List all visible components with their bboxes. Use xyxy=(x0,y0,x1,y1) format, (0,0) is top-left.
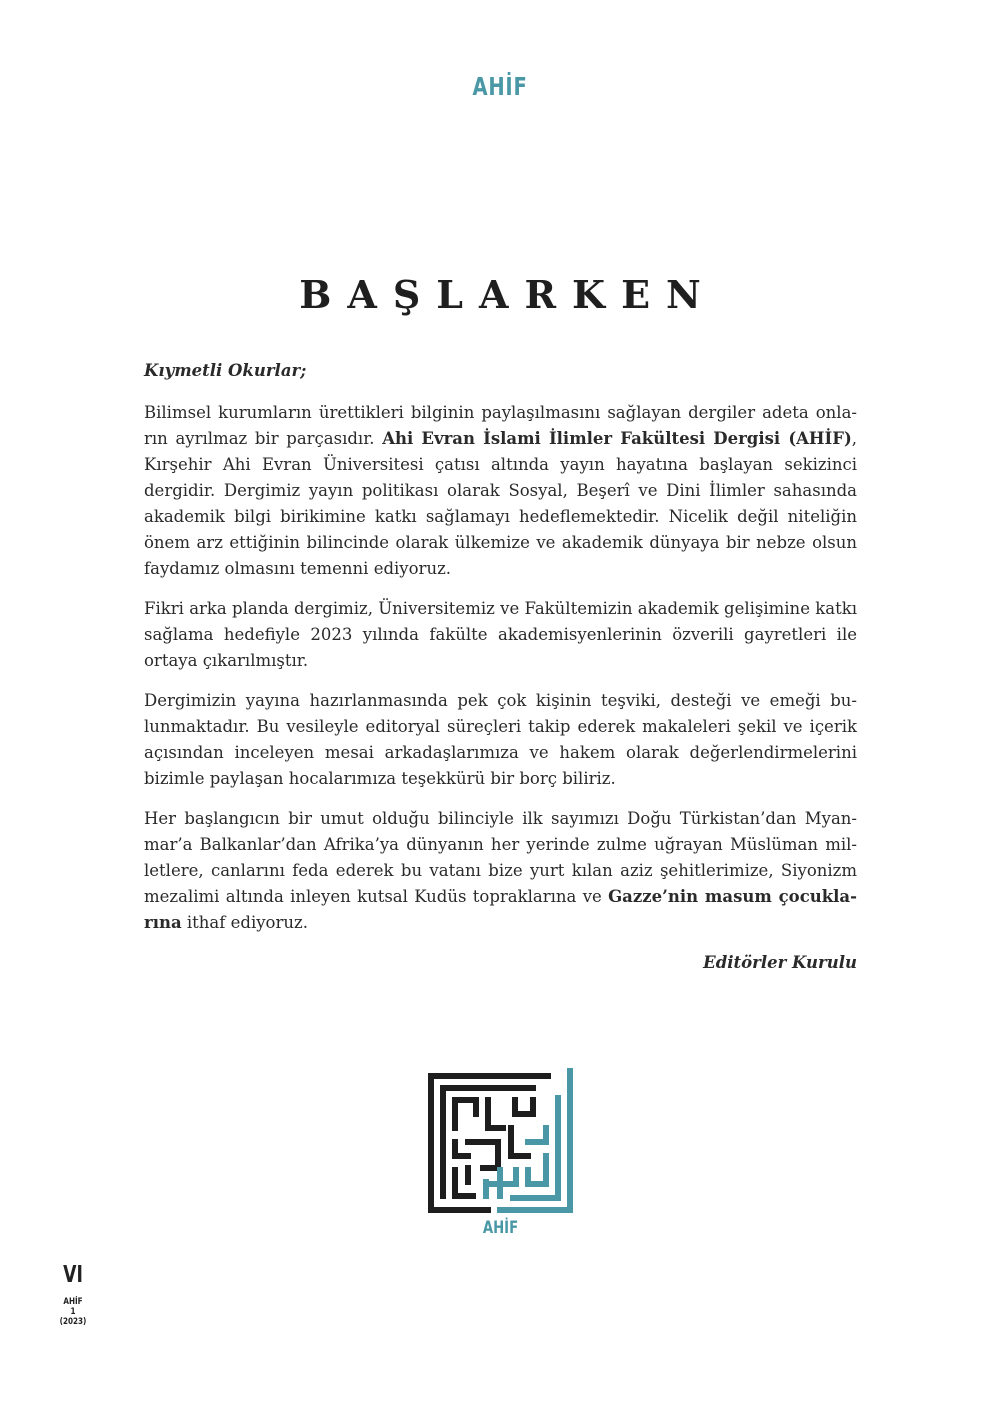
kufic-emblem-icon xyxy=(428,1068,573,1213)
paragraph-text: Fikri arka planda dergimiz, Üniversitemiz ve Fakültemizin akademik gelişimine katkı sağlama hedefiyle 2023 yılında fakülte akademisyenlerinin özverili gayretleri ile ortaya çıkarılmıştır. xyxy=(144,599,857,670)
page-title: BAŞLARKEN xyxy=(299,272,717,317)
paragraph-text: , Kırşehir Ahi Evran Üniversitesi çatısı altında yayın hayatına başlayan sekizinci dergidir. Dergimiz yayın politikası olarak Sosyal, Beşerî ve Dini İlimler sahasında akademik bilgi birikimine katkı sağlamayı hedeflemektedir. Nicelik değil niteliğin önem arz ettiğinin bilincinde olarak ülkemize ve akademik dünyaya bir nebze olsun faydamız olmasını temenni ediyoruz. xyxy=(144,429,858,578)
article-body xyxy=(144,358,857,976)
emblem-caption: AHİF xyxy=(482,1218,519,1238)
bold-text: Gazze’nin masum çocuklarına xyxy=(144,887,857,932)
body-paragraph xyxy=(144,688,857,792)
salutation: Kıymetli Okurlar; xyxy=(144,361,307,380)
journal-issue-label xyxy=(56,1297,90,1327)
paragraph-text: Bilimsel kurumların ürettikleri bilginin paylaşılmasını sağlayan dergiler adeta onların ayrılmaz bir parçasıdır. xyxy=(144,403,857,448)
paragraph-list xyxy=(144,400,857,936)
bold-text: Ahi Evran İslami İlimler Fakültesi Dergisi (AHİF) xyxy=(382,429,852,448)
body-paragraph xyxy=(144,806,857,936)
journal-abbr: AHİF xyxy=(63,1297,83,1307)
signature: Editörler Kurulu xyxy=(703,953,857,972)
paragraph-text: ithaf ediyoruz. xyxy=(181,913,308,932)
issue-number: 1 (2023) xyxy=(59,1307,87,1327)
page-number: VI xyxy=(63,1262,83,1288)
header-logo: AHİF xyxy=(472,72,528,101)
body-paragraph xyxy=(144,400,857,582)
paragraph-text: Her başlangıcın bir umut olduğu bilinciyle ilk sayımızı Doğu Türkistan’dan Myanmar’a Balkanlar’dan Afrika’ya dünyanın her yerinde zulme uğrayan Müslüman milletlere, canlarını feda ederek bu vatanı bize yurt kılan aziz şehitlerimize, Siyonizm mezalimi altında inleyen kutsal Kudüs topraklarına ve xyxy=(144,809,857,906)
body-paragraph xyxy=(144,596,857,674)
paragraph-text: Dergimizin yayına hazırlanmasında pek çok kişinin teşviki, desteği ve emeği bulunmaktadır. Bu vesileyle editoryal süreçleri takip ederek makaleleri şekil ve içerik açısından inceleyen mesai arkadaşlarımıza ve hakem olarak değerlendirmelerini bizimle paylaşan hocalarımıza teşekkürü bir borç biliriz. xyxy=(144,691,857,788)
